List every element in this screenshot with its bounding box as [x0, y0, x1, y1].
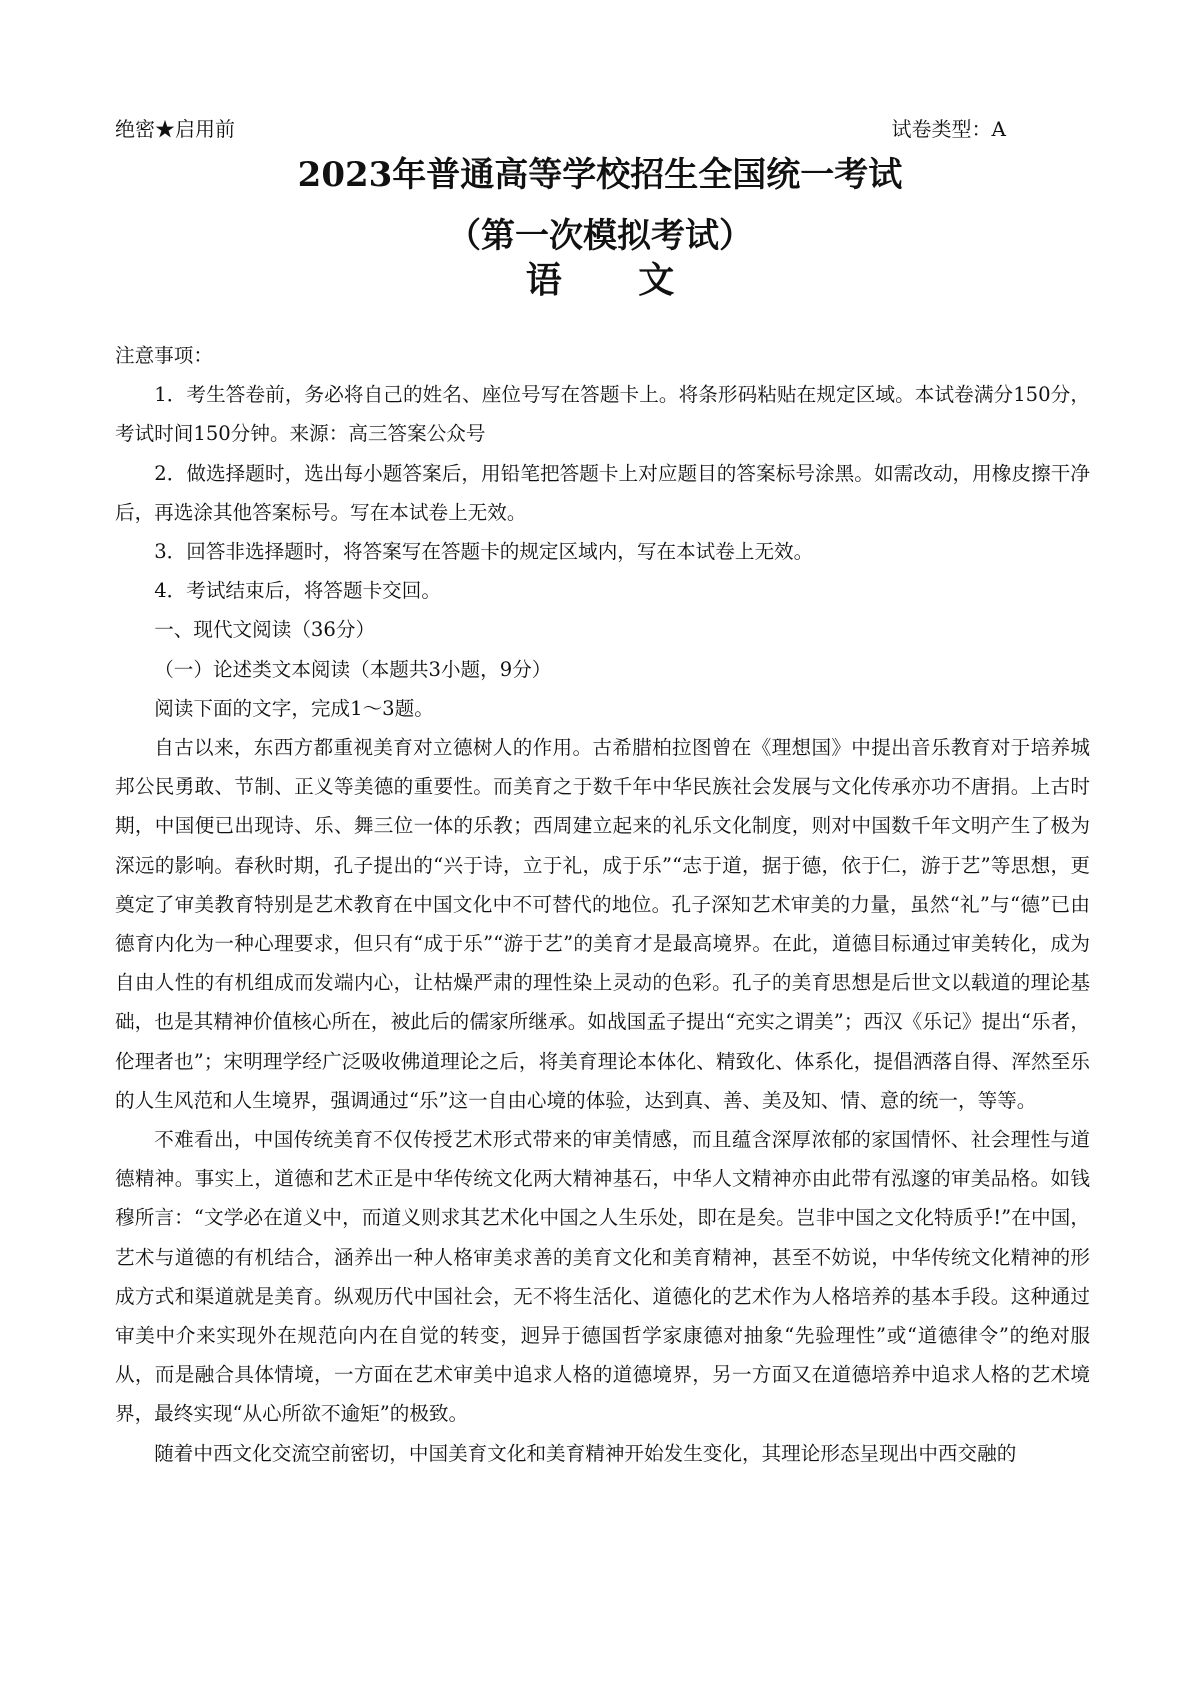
passage-paragraph: 随着中西文化交流空前密切，中国美育文化和美育精神开始发生变化，其理论形态呈现出中西交融的: [154, 1441, 1017, 1465]
header-line: [115, 114, 1006, 144]
notice-item: 3．回答非选择题时，将答案写在答题卡的规定区域内，写在本试卷上无效。: [154, 540, 814, 564]
exam-title: 2023年普通高等学校招生全国统一考试: [297, 155, 903, 195]
exam-body: [115, 336, 1090, 1473]
notice-item: 2．做选择题时，选出每小题答案后，用铅笔把答题卡上对应题目的答案标号涂黑。如需改动，用橡皮擦干净后，再选涂其他答案标号。写在本试卷上无效。: [115, 461, 1090, 524]
exam-subtitle: （第一次模拟考试）: [447, 216, 753, 256]
passage-paragraph: 自古以来，东西方都重视美育对立德树人的作用。古希腊柏拉图曾在《理想国》中提出音乐教育对于培养城邦公民勇敢、节制、正义等美德的重要性。而美育之于数千年中华民族社会发展与文化传承亦功不唐捐。上古时期，中国便已出现诗、乐、舞三位一体的乐教；西周建立起来的礼乐文化制度，则对中国数千年文明产生了极为深远的影响。春秋时期，孔子提出的“兴于诗，立于礼，成于乐”“志于道，据于德，依于仁，游于艺”等思想，更奠定了审美教育特别是艺术教育在中国文化中不可替代的地位。孔子深知艺术审美的力量，虽然“礼”与“德”已由德育内化为一种心理要求，但只有“成于乐”“游于艺”的美育才是最高境界。在此，道德目标通过审美转化，成为自由人性的有机组成而发端内心，让枯燥严肃的理性染上灵动的色彩。孔子的美育思想是后世文以载道的理论基础，也是其精神价值核心所在，被此后的儒家所继承。如战国孟子提出“充实之谓美”；西汉《乐记》提出“乐者，伦理者也”；宋明理学经广泛吸收佛道理论之后，将美育理论本体化、精致化、体系化，提倡洒落自得、浑然至乐的人生风范和人生境界，强调通过“乐”这一自由心境的体验，达到真、善、美及知、情、意的统一，等等。: [115, 736, 1090, 1112]
notice-item: 1．考生答卷前，务必将自己的姓名、座位号写在答题卡上。将条形码粘贴在规定区域。本试卷满分150分，考试时间150分钟。来源：高三答案公众号: [115, 383, 1090, 446]
notice-item: 4．考试结束后，将答题卡交回。: [154, 579, 441, 603]
subject-title: 语 文: [525, 259, 707, 301]
reading-instruction: 阅读下面的文字，完成1～3题。: [154, 696, 434, 720]
confidential-label: 绝密★启用前: [115, 117, 235, 141]
passage-paragraph: 不难看出，中国传统美育不仅传授艺术形式带来的审美情感，而且蕴含深厚浓郁的家国情怀、社会理性与道德精神。事实上，道德和艺术正是中华传统文化两大精神基石，中华人文精神亦由此带有泓邃的审美品格。如钱穆所言：“文学必在道义中，而道义则求其艺术化中国之人生乐处，即在是矣。岂非中国之文化特质乎!”在中国，艺术与道德的有机结合，涵养出一种人格审美求善的美育文化和美育精神，甚至不妨说，中华传统文化精神的形成方式和渠道就是美育。纵观历代中国社会，无不将生活化、道德化的艺术作为人格培养的基本手段。这种通过审美中介来实现外在规范向内在自觉的转变，迥异于德国哲学家康德对抽象“先验理性”或“道德律令”的绝对服从，而是融合具体情境，一方面在艺术审美中追求人格的道德境界，另一方面又在道德培养中追求人格的艺术境界，最终实现“从心所欲不逾矩”的极致。: [115, 1128, 1090, 1426]
section-heading: 一、现代文阅读（36分）: [154, 618, 376, 642]
subsection-heading: （一）论述类文本阅读（本题共3小题，9分）: [154, 657, 552, 681]
paper-type-label: 试卷类型：A: [891, 117, 1006, 141]
notice-heading: 注意事项：: [115, 344, 213, 367]
